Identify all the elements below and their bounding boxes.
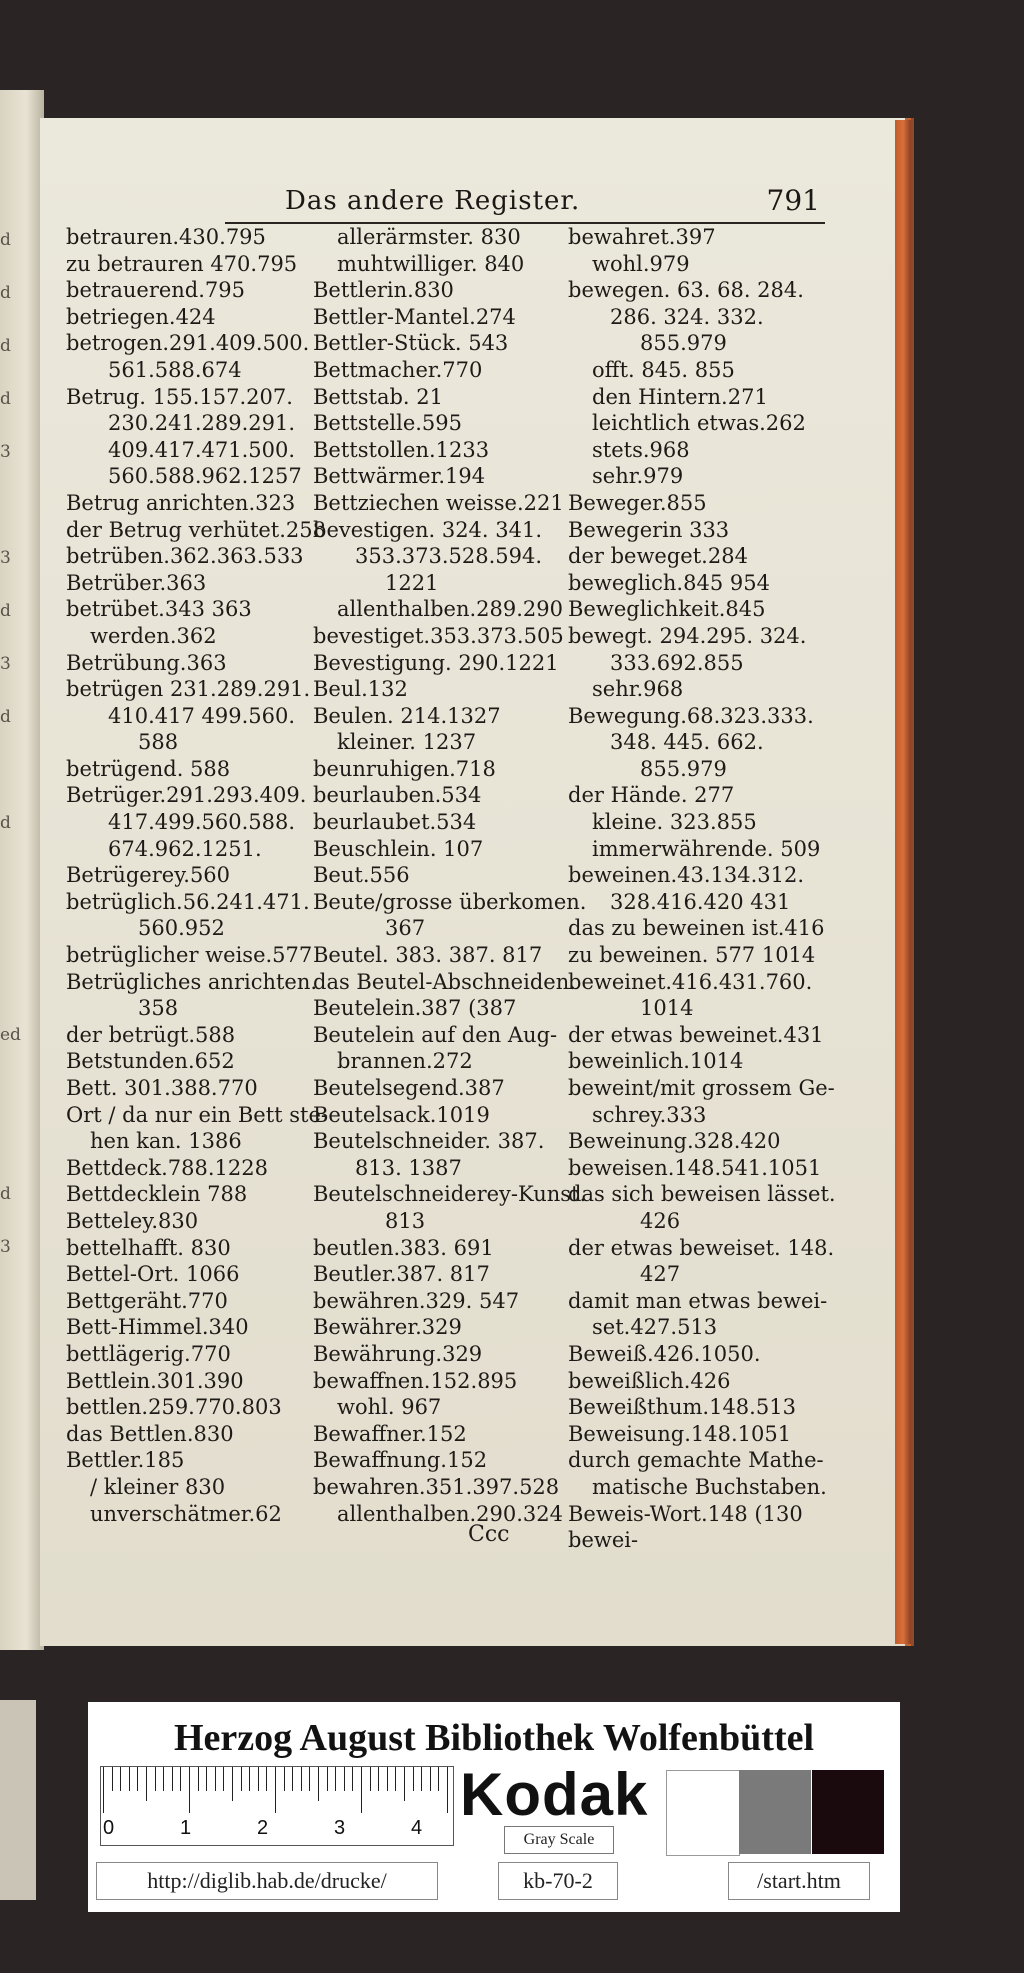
ruler-tick [438,1767,439,1791]
left-page-fragment: d [0,707,11,727]
index-entry: Bewährung.329 [313,1341,483,1366]
index-entry: zu betrauren 470.795 [66,251,298,276]
ruler-tick [129,1767,130,1791]
index-entry: Beutler.387. 817 [313,1262,490,1287]
ruler-tick [112,1767,113,1791]
index-entry: Bettstollen.1233 [313,437,490,462]
ruler-tick [387,1767,388,1791]
left-page-fragment: d [0,336,11,356]
ruler-tick [344,1767,345,1791]
index-entry: Beweiß.426.1050. [568,1341,761,1366]
index-entry: Bettdecklein 788 [66,1182,248,1207]
index-entry: bewegt. 294.295. 324. [568,623,807,648]
index-entry: 410.417 499.560. [108,703,296,728]
index-entry: betrügend. 588 [66,756,231,781]
index-entry: durch gemachte Mathe- [568,1448,824,1473]
index-entry: Beweißthum.148.513 [568,1395,796,1420]
index-entry: Beweis-Wort.148 (130 [568,1501,803,1526]
ruler-number: 4 [411,1817,423,1839]
index-entry: bewähren.329. 547 [313,1288,520,1313]
index-entry: 813. 1387 [355,1155,462,1180]
index-entry: der Betrug verhütet.258 [66,517,327,542]
index-entry: 358 [138,996,179,1021]
source-url: http://diglib.hab.de/drucke/ [96,1862,438,1900]
left-page-fragment: d [0,1184,11,1204]
target-code: kb-70-2 [498,1862,618,1900]
index-entry: der beweget.284 [568,544,748,569]
index-entry: Beweinung.328.420 [568,1129,781,1154]
index-entry: Beuschlein. 107 [313,836,484,861]
index-entry: beurlaubet.534 [313,810,477,835]
index-entry: bevestiget.353.373.505 [313,623,564,648]
index-entry: Bettel-Ort. 1066 [66,1262,240,1287]
index-entry: 426 [640,1208,681,1233]
index-entry: betrauren.430.795 [66,225,266,249]
index-entry: Beutelein auf den Aug- [313,1022,558,1047]
ruler-tick [430,1767,431,1791]
index-entry: 1014 [640,996,694,1021]
index-entry: betrüglicher weise.577 [66,943,313,968]
index-entry: Betstunden.652 [66,1049,235,1074]
index-entry: das zu beweinen ist.416 [568,916,825,941]
index-entry: unverschätmer.62 [90,1501,282,1526]
index-entry: bewahren.351.397.528 [313,1474,560,1499]
color-target-card [88,1702,900,1912]
ruler-tick [189,1767,190,1813]
index-entry: Beweglichkeit.845 [568,597,766,622]
index-entry: 1221 [385,570,439,595]
previous-page-edge [0,90,44,1650]
ruler-tick [413,1767,414,1791]
ruler-tick [172,1767,173,1791]
index-entry: beweisen.148.541.1051 [568,1155,822,1180]
ruler-tick [327,1767,328,1791]
index-entry: das Bettlen.830 [66,1421,234,1446]
ruler-tick [370,1767,371,1791]
index-entry: Beweger.855 [568,490,707,515]
index-entry: betrübet.343 363 [66,597,252,622]
index-entry: wohl. 967 [337,1395,442,1420]
index-entry: sehr.968 [592,677,684,702]
index-entry: beutlen.383. 691 [313,1235,494,1260]
index-entry: Beutelschneiderey-Kunst. [313,1182,587,1207]
index-entry: betrüglich.56.241.471. [66,889,310,914]
index-entry: Bettmacher.770 [313,357,483,382]
index-entry: bewahret.397 [568,225,716,249]
left-page-fragment: 3 [0,548,11,568]
index-entry: damit man etwas bewei- [568,1288,828,1313]
index-entry: kleiner. 1237 [337,730,477,755]
start-link: /start.htm [728,1862,870,1900]
index-entry: Bewegung.68.323.333. [568,703,814,728]
ruler-tick [447,1767,448,1813]
ruler-number: 1 [180,1817,192,1839]
index-entry: Beul.132 [313,677,408,702]
left-page-fragment: ed [0,1025,21,1045]
left-page-fragment: d [0,389,11,409]
catchword: Ccc [468,1522,510,1547]
ruler-tick [146,1767,147,1801]
index-entry: / kleiner 830 [90,1474,226,1499]
ruler-tick [241,1767,242,1791]
ruler-tick [198,1767,199,1791]
left-page-scrap [0,1700,36,1900]
index-entry: Ort / da nur ein Bett ste- [66,1102,329,1127]
page-red-edge [895,120,911,1644]
index-entry: bewaffnen.152.895 [313,1368,518,1393]
ruler-tick [361,1767,362,1813]
index-column-1 [66,224,328,1527]
index-entry: Betrug. 155.157.207. [66,384,293,409]
index-entry: bettlen.259.770.803 [66,1395,282,1420]
index-entry: beweglich.845 954 [568,570,770,595]
index-entry: Beute/grosse überkomen. [313,889,587,914]
index-entry: kleine. 323.855 [592,810,757,835]
index-entry: Beweisung.148.1051 [568,1421,792,1446]
ruler-tick [335,1767,336,1791]
index-entry: das sich beweisen lässet. [568,1182,836,1207]
index-entry: offt. 845. 855 [592,357,735,382]
index-entry: betrogen.291.409.500. [66,331,310,356]
index-entry: 230.241.289.291. [108,411,296,436]
swatch-gray [739,1770,811,1854]
swatch-white [666,1770,740,1856]
index-entry: beweinlich.1014 [568,1049,744,1074]
index-entry: 674.962.1251. [108,836,262,861]
index-entry: Bettler-Mantel.274 [313,304,516,329]
index-entry: Beutelein.387 (387 [313,996,517,1021]
index-entry: Bett-Himmel.340 [66,1315,249,1340]
ruler-tick [120,1767,121,1791]
page-number: 791 [766,184,820,217]
ruler-tick [395,1767,396,1791]
ruler-tick [180,1767,181,1791]
index-entry: sehr.979 [592,464,684,489]
index-entry: der etwas beweinet.431 [568,1022,824,1047]
index-entry: 560.952 [138,916,225,941]
index-entry: bettelhafft. 830 [66,1235,231,1260]
ruler-tick [249,1767,250,1791]
index-entry: betrügen 231.289.291. [66,677,311,702]
index-entry: der Hände. 277 [568,783,735,808]
swatch-black [812,1770,884,1854]
ruler-tick [421,1767,422,1791]
index-entry: 286. 324. 332. [610,304,764,329]
ruler-tick [318,1767,319,1801]
index-entry: zu beweinen. 577 1014 [568,943,816,968]
index-entry: beweinen.43.134.312. [568,863,805,888]
index-entry: wohl.979 [592,251,690,276]
ruler-tick [232,1767,233,1801]
index-column-3 [568,224,836,1554]
index-entry: 328.416.420 431 [610,889,791,914]
index-entry: allenthalben.289.290 [337,597,564,622]
index-entry: 561.588.674 [108,357,242,382]
library-name: Herzog August Bibliothek Wolfenbüttel [173,1717,815,1759]
index-entry: bewei- [568,1528,639,1553]
index-entry: betriegen.424 [66,304,216,329]
ruler-tick [137,1767,138,1791]
running-title: Das andere Register. [285,186,581,216]
index-entry: Bettstab. 21 [313,384,443,409]
index-entry: bettlägerig.770 [66,1341,231,1366]
index-entry: Beut.556 [313,863,410,888]
index-entry: Bettziechen weisse.221 [313,490,564,515]
index-entry: Bettstelle.595 [313,411,462,436]
ruler-number: 3 [334,1817,346,1839]
index-entry: Beutelsegend.387 [313,1076,505,1100]
index-entry: stets.968 [592,437,690,462]
ruler-tick [103,1767,104,1813]
index-entry: Bettlein.301.390 [66,1368,244,1393]
ruler-tick [378,1767,379,1791]
left-page-fragment: d [0,230,11,250]
index-entry: allenthalben.290.324 [337,1501,564,1526]
index-entry: beurlauben.534 [313,783,482,808]
index-entry: immerwährende. 509 [592,836,821,861]
index-entry: Bettgeräht.770 [66,1288,228,1313]
index-entry: Betrübung.363 [66,650,227,675]
index-entry: beweißlich.426 [568,1368,731,1393]
ruler-tick [292,1767,293,1791]
index-entry: 348. 445. 662. [610,730,764,755]
index-entry: Bettdeck.788.1228 [66,1155,268,1180]
index-entry: Bevestigung. 290.1221 [313,650,559,675]
index-entry: 813 [385,1208,426,1233]
ruler-tick [301,1767,302,1791]
index-entry: Beutelschneider. 387. [313,1129,545,1154]
kodak-logo: Kodak [460,1761,649,1828]
index-entry: 417.499.560.588. [108,810,296,835]
ruler-tick [266,1767,267,1791]
index-entry: beweinet.416.431.760. [568,969,813,994]
left-page-fragment: d [0,601,11,621]
index-entry: der etwas beweiset. 148. [568,1235,835,1260]
index-entry: 333.692.855 [610,650,744,675]
index-entry: bewegen. 63. 68. 284. [568,278,804,303]
index-entry: 367 [385,916,426,941]
index-entry: hen kan. 1386 [90,1129,242,1154]
index-entry: leichtlich etwas.262 [592,411,806,436]
index-entry: schrey.333 [592,1102,707,1127]
ruler-tick [284,1767,285,1791]
index-entry: bevestigen. 324. 341. [313,517,543,542]
ruler-number: 0 [103,1817,115,1839]
index-entry: Bewaffner.152 [313,1421,467,1446]
index-entry: 409.417.471.500. [108,437,296,462]
index-entry: Betrug anrichten.323 [66,490,296,515]
index-entry: 588 [138,730,179,755]
index-entry: Bettler-Stück. 543 [313,331,509,356]
ruler-tick [163,1767,164,1791]
index-entry: betrüben.362.363.533 [66,544,304,569]
ruler-tick [223,1767,224,1791]
index-entry: werden.362 [90,623,217,648]
page-header [285,186,820,220]
index-entry: 427 [640,1262,681,1287]
index-entry: Bettler.185 [66,1448,185,1473]
index-entry: Bettwärmer.194 [313,464,486,489]
index-entry: Bewährer.329 [313,1315,462,1340]
index-entry: Beulen. 214.1327 [313,703,501,728]
index-entry: matische Buchstaben. [592,1474,827,1499]
ruler-tick [404,1767,405,1801]
index-entry: Betrügliches anrichten. [66,969,318,994]
left-page-fragment: 3 [0,1237,11,1257]
ruler-tick [155,1767,156,1791]
ruler-tick [275,1767,276,1813]
index-entry: beunruhigen.718 [313,756,496,781]
index-entry: Betrüger.291.293.409. [66,783,307,808]
left-page-fragment: 3 [0,654,11,674]
index-entry: Betteley.830 [66,1208,199,1233]
index-entry: Bewaffnung.152 [313,1448,488,1473]
ruler-tick [309,1767,310,1791]
index-entry: das Beutel-Abschneiden. [313,969,576,994]
index-entry: Beutel. 383. 387. 817 [313,943,543,968]
index-entry: brannen.272 [337,1049,473,1074]
index-column-2 [313,224,586,1527]
index-entry: set.427.513 [592,1315,718,1340]
index-entry: 353.373.528.594. [355,544,543,569]
index-entry: 855.979 [640,756,727,781]
left-page-fragment: d [0,813,11,833]
scale-ruler [100,1766,454,1846]
left-page-fragment: d [0,283,11,303]
index-entry: allerärmster. 830 [337,225,521,249]
index-entry: Beutelsack.1019 [313,1102,490,1127]
index-entry: Betrüber.363 [66,570,207,595]
index-entry: 855.979 [640,331,727,356]
index-entry: den Hintern.271 [592,384,768,409]
index-entry: 560.588.962.1257 [108,464,302,489]
index-entry: Bett. 301.388.770 [66,1076,258,1100]
index-entry: muhtwilliger. 840 [337,251,525,276]
index-entry: beweint/mit grossem Ge- [568,1076,835,1100]
ruler-number: 2 [257,1817,269,1839]
ruler-tick [215,1767,216,1791]
left-page-fragment: 3 [0,442,11,462]
index-entry: betrauerend.795 [66,278,246,303]
ruler-tick [258,1767,259,1791]
index-entry: Bettlerin.830 [313,278,454,303]
index-entry: Bewegerin 333 [568,517,730,542]
gray-scale-label: Gray Scale [504,1826,614,1854]
ruler-tick [206,1767,207,1791]
index-entry: der betrügt.588 [66,1022,236,1047]
ruler-tick [352,1767,353,1791]
index-entry: Betrügerey.560 [66,863,231,888]
